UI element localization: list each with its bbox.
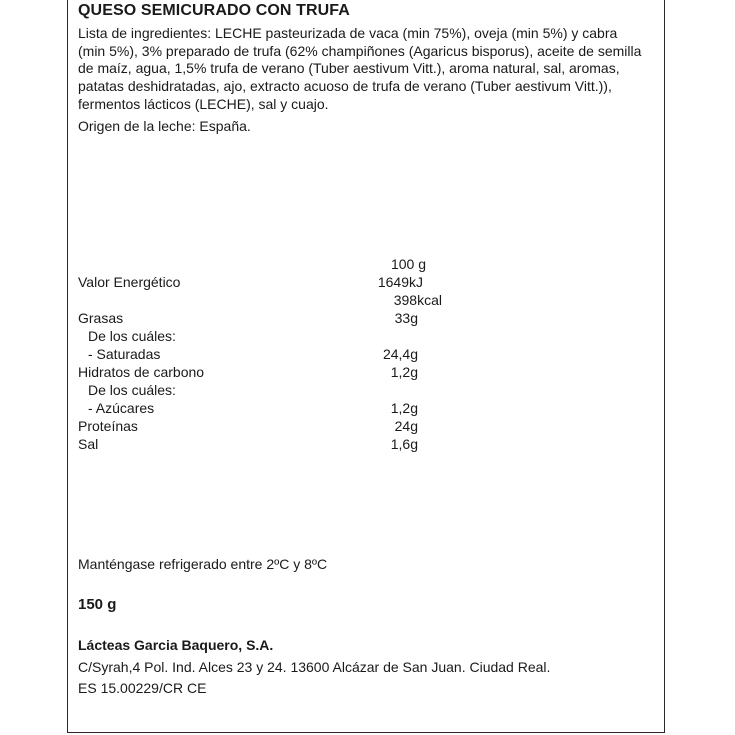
per-100g-label: 100 g: [390, 256, 426, 272]
nutrition-header-row: [78, 255, 458, 273]
nutrition-row: [78, 417, 458, 435]
nutrient-label: Sal: [78, 436, 99, 452]
ingredients-prefix: Lista de ingredientes:: [78, 25, 215, 41]
nutrient-value: 24g: [394, 418, 418, 434]
nutrient-label: De los cuáles:: [88, 382, 176, 398]
nutrition-row: [78, 345, 458, 363]
nutrient-label: Valor Energético: [78, 274, 181, 290]
storage-instructions: Manténgase refrigerado entre 2ºC y 8ºC: [78, 556, 328, 572]
nutrient-label: Hidratos de carbono: [78, 364, 205, 380]
allergen-milk: LECHE: [214, 25, 262, 41]
nutrition-row: [78, 327, 458, 345]
ingredients-part-2: ), sal y cuajo.: [246, 95, 329, 112]
company-address: C/Syrah,4 Pol. Ind. Alces 23 y 24. 13600 Alcázar de San Juan. Ciudad Real.: [78, 659, 551, 675]
nutrient-label: Proteínas: [78, 418, 138, 434]
allergen-milk: LECHE: [199, 95, 247, 112]
ingredients-text: [78, 25, 648, 114]
nutrient-value: 1,6g: [390, 436, 418, 452]
sanitary-registration: ES 15.00229/CR CE: [78, 680, 207, 696]
nutrition-row: [78, 363, 458, 381]
ingredients-part-1: pasteurizada de vaca (min 75%), oveja (min 5%) y cabra (min 5%), 3% preparado de trufa (62% champiñones (Agaricus bisporus), aceite de semilla de maíz, agua, 1,5% trufa de verano (Tuber aestivum Vitt.), aroma natural, sal, aromas, patatas deshidratadas, ajo, extracto acuoso de trufa de verano (Tuber aestivum Vitt.)), fermentos lácticos (: [78, 25, 642, 112]
nutrient-label: Grasas: [78, 310, 124, 326]
nutrient-label: De los cuáles:: [88, 328, 176, 344]
nutrient-value: 1649kJ: [377, 274, 423, 290]
nutrient-value: 1,2g: [390, 400, 418, 416]
nutrient-value: 24,4g: [382, 346, 418, 362]
nutrition-row: [78, 435, 458, 453]
nutrition-table: [78, 255, 458, 453]
nutrition-row: [78, 381, 458, 399]
nutrient-value: 33g: [394, 310, 418, 326]
product-title: QUESO SEMICURADO CON TRUFA: [78, 2, 350, 19]
nutrition-row: [78, 291, 458, 309]
nutrition-row: [78, 309, 458, 327]
nutrition-row: [78, 273, 458, 291]
nutrition-row: [78, 399, 458, 417]
nutrient-label: - Azúcares: [88, 400, 155, 416]
nutrient-value: 1,2g: [390, 364, 418, 380]
milk-origin: Origen de la leche: España.: [78, 118, 251, 134]
nutrient-value: 398kcal: [393, 292, 442, 308]
company-name: Lácteas Garcia Baquero, S.A.: [78, 637, 274, 653]
net-weight: 150 g: [78, 596, 117, 613]
nutrient-label: - Saturadas: [88, 346, 161, 362]
